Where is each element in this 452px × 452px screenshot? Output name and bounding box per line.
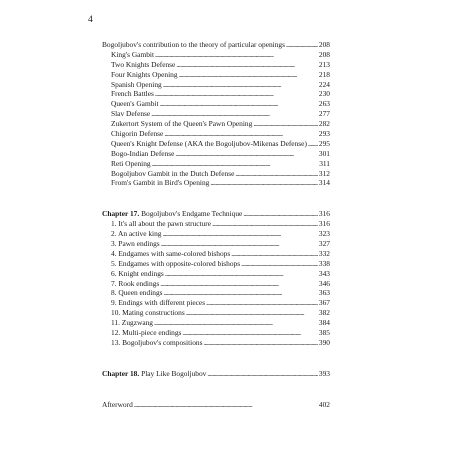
- leader-dots: [160, 279, 318, 289]
- leader-dots: [203, 338, 317, 348]
- toc-entry: [102, 178, 330, 188]
- toc-entry: [102, 219, 330, 229]
- toc-heading-title: Play Like Bogoljubov: [139, 368, 207, 378]
- toc-page-number: 263: [318, 99, 330, 109]
- chapter-label: Chapter 18.: [102, 368, 140, 378]
- leader-dots: [179, 70, 318, 80]
- leader-dots: [161, 239, 318, 249]
- toc-page-number: 343: [318, 268, 330, 278]
- toc-page-number: 311: [319, 158, 330, 168]
- toc-page-number: 293: [318, 129, 330, 139]
- toc-page-number: 402: [318, 399, 330, 409]
- toc-page-number: 323: [318, 229, 330, 239]
- toc-page-number: 332: [318, 248, 330, 258]
- toc-page-number: 295: [318, 138, 330, 148]
- toc-entry-title: Zukertort System of the Queen's Pawn Opening: [111, 119, 253, 129]
- toc-entry: [102, 159, 330, 169]
- toc-page-number: 316: [318, 219, 330, 229]
- toc-page-number: 363: [318, 288, 330, 298]
- toc-entry: [102, 279, 330, 289]
- toc-entry-title: Slav Defense: [111, 109, 151, 119]
- toc-entry: [102, 50, 330, 60]
- toc-entry-title: Four Knights Opening: [111, 69, 178, 79]
- toc-entry: [102, 249, 330, 259]
- toc-entry: [102, 139, 330, 149]
- toc-entry: [102, 239, 330, 249]
- leader-dots: [151, 109, 318, 119]
- leader-dots: [286, 40, 318, 50]
- leader-dots: [182, 328, 318, 338]
- toc-entry-title: 13. Bogoljubov's compositions: [111, 337, 203, 347]
- leader-dots: [134, 400, 318, 410]
- toc-entry: [102, 338, 330, 348]
- toc-entry-title: Queen's Gambit: [111, 99, 159, 109]
- toc-heading-title: Bogoljubov's contribution to the theory of particular openings: [102, 40, 285, 49]
- toc-page-number: 384: [318, 318, 330, 328]
- toc-entry-title: From's Gambit in Bird's Opening: [111, 178, 210, 188]
- toc-entry: [102, 129, 330, 139]
- toc-entry: [102, 269, 330, 279]
- toc-entry: [102, 80, 330, 90]
- toc-entry-title: Reti Opening: [111, 158, 151, 168]
- toc-entry: [102, 288, 330, 298]
- toc-page-number: 346: [318, 278, 330, 288]
- toc-entry-title: 5. Endgames with opposite-colored bishops: [111, 258, 241, 268]
- toc-entry-title: 4. Endgames with same-colored bishops: [111, 248, 231, 258]
- leader-dots: [243, 209, 318, 219]
- leader-dots: [163, 229, 318, 239]
- leader-dots: [231, 249, 318, 259]
- leader-dots: [235, 169, 318, 179]
- toc-entry-title: Bogoljubov Gambit in the Dutch Defense: [111, 168, 235, 178]
- leader-dots: [176, 60, 318, 70]
- leader-dots: [210, 178, 318, 188]
- toc-entry-title: King's Gambit: [111, 49, 155, 59]
- toc-entry-title: Queen's Knight Defense (AKA the Bogoljubov-Mikenas Defense): [111, 138, 307, 148]
- toc-entry: [102, 99, 330, 109]
- toc-entry-title: Spanish Opening: [111, 79, 162, 89]
- leader-dots: [207, 369, 318, 379]
- toc-page-number: 282: [318, 119, 330, 129]
- leader-dots: [152, 159, 319, 169]
- leader-dots: [253, 119, 318, 129]
- toc-entry-title: Bogo-Indian Defense: [111, 148, 175, 158]
- toc-heading-chapter-17: [102, 209, 330, 219]
- toc-page-number: 338: [318, 258, 330, 268]
- leader-dots: [308, 139, 318, 149]
- toc-page-number: 224: [318, 79, 330, 89]
- toc-page-number: 208: [318, 40, 330, 49]
- toc-heading: [102, 40, 330, 50]
- toc-heading-title: Bogoljubov's Endgame Technique: [139, 209, 243, 219]
- page-number: 4: [88, 15, 93, 25]
- leader-dots: [186, 308, 318, 318]
- toc-entry: [102, 70, 330, 80]
- toc-entry: [102, 60, 330, 70]
- leader-dots: [206, 298, 318, 308]
- toc-entry-title: French Battles: [111, 89, 154, 99]
- toc-heading-title: Afterword: [102, 399, 133, 409]
- toc-entry-title: 10. Mating constructions: [111, 308, 185, 318]
- table-of-contents: [102, 40, 330, 410]
- toc-page-number: 316: [318, 209, 330, 219]
- leader-dots: [155, 50, 318, 60]
- toc-page-number: 327: [318, 239, 330, 249]
- toc-entry-title: 9. Endings with different pieces: [111, 298, 206, 308]
- toc-entry-title: 12. Multi-piece endings: [111, 328, 182, 338]
- toc-heading-afterword: [102, 400, 330, 410]
- toc-page-number: 208: [318, 49, 330, 59]
- toc-entry: [102, 149, 330, 159]
- toc-entry: [102, 308, 330, 318]
- toc-entry: [102, 318, 330, 328]
- leader-dots: [212, 219, 318, 229]
- toc-page-number: 393: [318, 368, 330, 378]
- toc-entry-title: Chigorin Defense: [111, 129, 164, 139]
- toc-entry-title: 11. Zugzwang: [111, 318, 154, 328]
- toc-page-number: 230: [318, 89, 330, 99]
- toc-page-number: 213: [318, 59, 330, 69]
- leader-dots: [241, 259, 318, 269]
- chapter-label: Chapter 17.: [102, 209, 140, 219]
- toc-page-number: 301: [318, 148, 330, 158]
- toc-entry-title: 6. Knight endings: [111, 268, 164, 278]
- toc-page-number: 382: [318, 308, 330, 318]
- leader-dots: [164, 288, 318, 298]
- toc-entry: [102, 89, 330, 99]
- toc-entry: [102, 328, 330, 338]
- toc-page-number: 367: [318, 298, 330, 308]
- toc-page-number: 312: [318, 168, 330, 178]
- toc-entry-title: 1. It's all about the pawn structure: [111, 219, 212, 229]
- leader-dots: [163, 80, 318, 90]
- toc-entry-title: 2. An active king: [111, 229, 162, 239]
- toc-entry: [102, 119, 330, 129]
- toc-entry: [102, 298, 330, 308]
- toc-entry-title: 8. Queen endings: [111, 288, 163, 298]
- leader-dots: [165, 269, 318, 279]
- toc-heading-chapter-18: [102, 369, 330, 379]
- toc-page-number: 390: [318, 337, 330, 347]
- toc-page-number: 218: [318, 69, 330, 79]
- toc-entry: [102, 169, 330, 179]
- leader-dots: [155, 89, 318, 99]
- toc-entry-title: 7. Rook endings: [111, 278, 160, 288]
- toc-page-number: 277: [318, 109, 330, 119]
- leader-dots: [164, 129, 318, 139]
- toc-entry: [102, 259, 330, 269]
- leader-dots: [160, 99, 318, 109]
- toc-entry-title: 3. Pawn endings: [111, 239, 160, 249]
- toc-entry-title: Two Knights Defense: [111, 59, 176, 69]
- toc-entry: [102, 229, 330, 239]
- leader-dots: [154, 318, 318, 328]
- leader-dots: [175, 149, 317, 159]
- toc-page-number: 385: [318, 328, 330, 338]
- toc-page-number: 314: [318, 178, 330, 188]
- toc-entry: [102, 109, 330, 119]
